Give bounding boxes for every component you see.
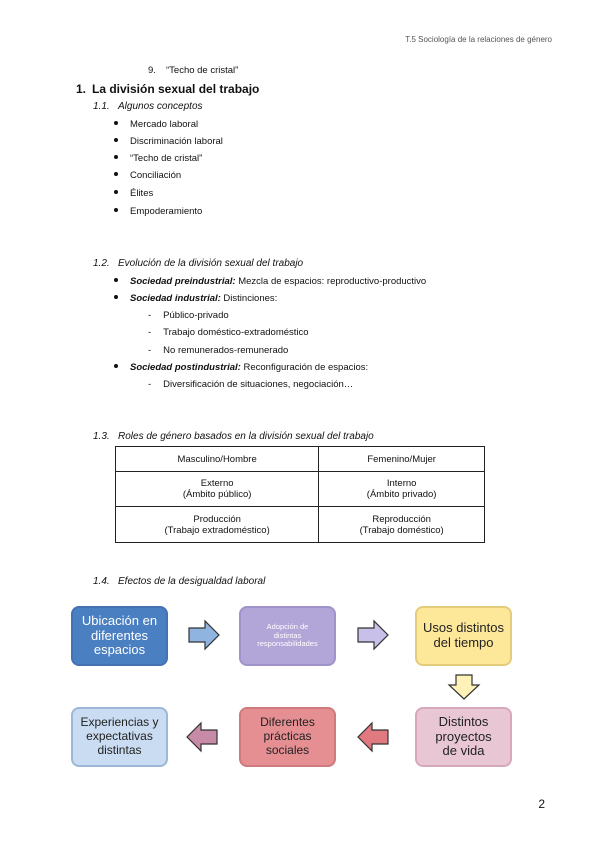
list-item: Mercado laboral bbox=[114, 119, 198, 130]
diagram-box-adopcion: Adopción de distintas responsabilidades bbox=[239, 606, 336, 666]
diagram-box-proyectos: Distintos proyectos de vida bbox=[415, 707, 512, 767]
arrow-right-icon bbox=[188, 620, 220, 650]
table-cell: Producción (Trabajo extradoméstico) bbox=[116, 507, 319, 543]
diagram-box-ubicacion: Ubicación en diferentes espacios bbox=[71, 606, 168, 666]
subsection-title: Evolución de la división sexual del trabajo bbox=[118, 258, 304, 269]
subsection-title: Efectos de la desigualdad laboral bbox=[118, 576, 266, 587]
arrow-left-icon bbox=[357, 722, 389, 752]
diagram-box-usos-tiempo: Usos distintos del tiempo bbox=[415, 606, 512, 666]
arrow-left-icon bbox=[186, 722, 218, 752]
arrow-right-icon bbox=[357, 620, 389, 650]
page-number: 2 bbox=[538, 797, 545, 811]
table-cell: Interno (Ámbito privado) bbox=[319, 472, 485, 507]
subsection-number: 1.1. bbox=[93, 101, 110, 112]
list-item: Sociedad postindustrial: Reconfiguración de espacios: bbox=[114, 362, 368, 373]
table-header-cell: Masculino/Hombre bbox=[116, 447, 319, 472]
table-header-cell: Femenino/Mujer bbox=[319, 447, 485, 472]
sub-list-item: - Trabajo doméstico-extradoméstico bbox=[148, 327, 309, 338]
subsection-number: 1.2. bbox=[93, 258, 110, 269]
list-item: “Techo de cristal” bbox=[114, 153, 202, 164]
roles-table bbox=[115, 446, 485, 543]
sub-list-item: - Público-privado bbox=[148, 310, 229, 321]
arrow-down-icon bbox=[448, 674, 480, 700]
subsection-title: Algunos conceptos bbox=[118, 101, 203, 112]
list-item: Conciliación bbox=[114, 170, 181, 181]
table-cell: Externo (Ámbito público) bbox=[116, 472, 319, 507]
sub-list-item: - No remunerados-remunerado bbox=[148, 345, 289, 356]
list-item: Sociedad preindustrial: Mezcla de espacios: reproductivo-productivo bbox=[114, 276, 426, 287]
list-item: Élites bbox=[114, 188, 153, 199]
list-item: “Techo de cristal” bbox=[166, 65, 239, 76]
list-item: Discriminación laboral bbox=[114, 136, 223, 147]
subsection-title: Roles de género basados en la división sexual del trabajo bbox=[118, 431, 374, 442]
section-title: La división sexual del trabajo bbox=[92, 82, 260, 96]
diagram-box-practicas: Diferentes prácticas sociales bbox=[239, 707, 336, 767]
table-cell: Reproducción (Trabajo doméstico) bbox=[319, 507, 485, 543]
subsection-number: 1.3. bbox=[93, 431, 110, 442]
list-item: Empoderamiento bbox=[114, 206, 202, 217]
diagram-box-experiencias: Experiencias y expectativas distintas bbox=[71, 707, 168, 767]
list-item-number: 9. bbox=[148, 65, 156, 76]
subsection-number: 1.4. bbox=[93, 576, 110, 587]
section-number: 1. bbox=[76, 82, 87, 96]
running-header: T.5 Sociología de la relaciones de género bbox=[405, 35, 552, 44]
sub-list-item: - Diversificación de situaciones, negociación… bbox=[148, 379, 354, 390]
list-item: Sociedad industrial: Distinciones: bbox=[114, 293, 277, 304]
